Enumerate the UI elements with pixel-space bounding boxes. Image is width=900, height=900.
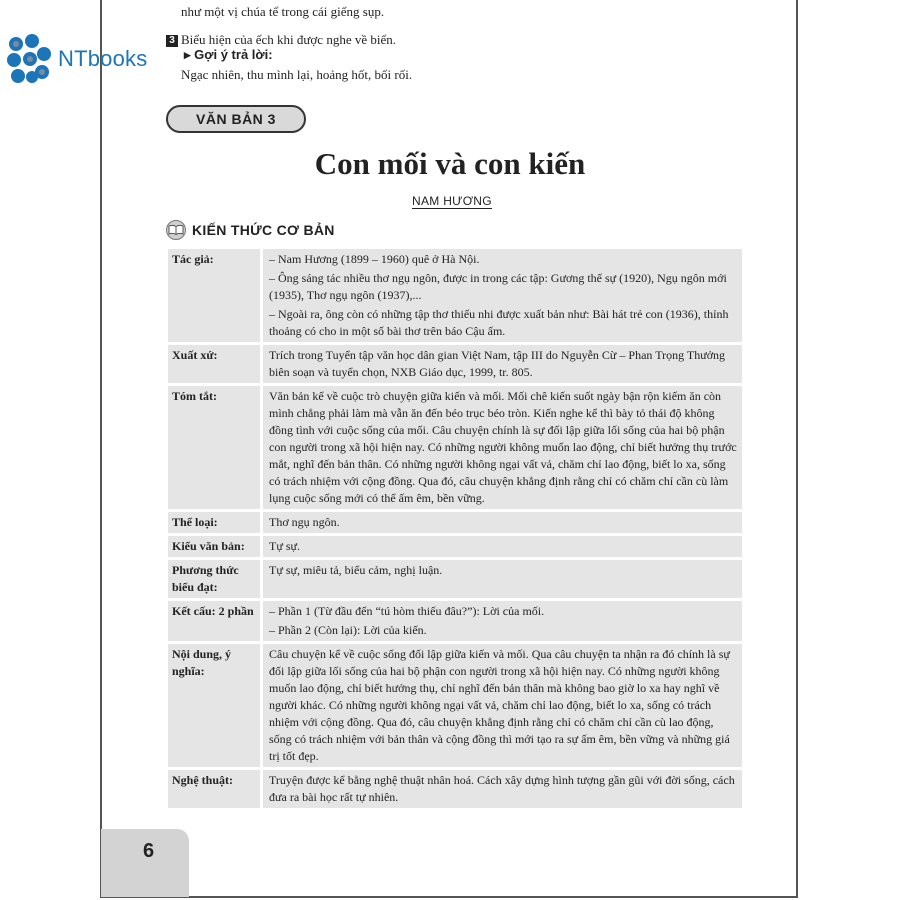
row-value [263,601,742,641]
structure-line: – Phần 1 (Từ đầu đến “tú hòm thiếu đâu?”): Lời của mối. [269,604,545,618]
row-value: Tự sự, miêu tả, biểu cảm, nghị luận. [263,560,742,598]
section-label: KIẾN THỨC CƠ BẢN [192,222,335,238]
row-value: Câu chuyện kể về cuộc sống đối lập giữa kiến và mối. Qua câu chuyện ta nhận ra đó chính là sự đối lập giữa lối sống của hai bộ phận con người trong xã hội hiện nay. Có những người không muốn lao động, chỉ biết hưởng thụ, chỉ nghĩ đến bản thân mà không bao giờ lo xa hay nghĩ về người khác. Có những người không ngại vất vả, chăm chỉ lao động, biết lo xa, sống có trách nhiệm với cộng đồng. Qua đó, câu chuyện khẳng định rằng chỉ có chăm chỉ cần cù lao động, sống có trách nhiệm với bản thân và cộng đồng thì mới tạo ra sự ấm êm, bền vững và những giá trị tốt đẹp. [263,644,742,767]
author-line: – Ông sáng tác nhiều thơ ngụ ngôn, được in trong các tập: Gương thế sự (1920), Ngụ ngôn mới (1935), Thơ ngụ ngôn (1937),... [269,271,727,302]
table-row [168,601,742,641]
brand-logo[interactable] [6,34,147,84]
previous-answer-tail: như một vị chúa tể trong cái giếng sụp. [181,4,385,19]
author-line: – Ngoài ra, ông còn có những tập thơ thiếu nhi được xuất bản như: Bài hát trẻ con (1936), thỉnh thoảng có cho in một số bài thơ trên báo Cậu ấm. [269,307,729,338]
molecule-logo-icon [6,34,54,84]
hint-label: ▸ Gợi ý trả lời: [184,47,273,62]
table-row [168,386,742,509]
row-label: Phương thức biểu đạt: [168,560,263,598]
row-value: Truyện được kể bằng nghệ thuật nhân hoá. Cách xây dựng hình tượng gần gũi với đời sống, cách đưa ra bài học rất tự nhiên. [263,770,742,808]
knowledge-table [168,246,742,811]
table-row [168,345,742,383]
table-row [168,512,742,533]
question-3 [166,31,396,48]
row-label: Thể loại: [168,512,263,533]
row-label: Nội dung, ý nghĩa: [168,644,263,767]
table-row [168,560,742,598]
table-row [168,536,742,557]
structure-line: – Phần 2 (Còn lại): Lời của kiến. [269,623,427,637]
row-value: Văn bản kể về cuộc trò chuyện giữa kiến và mối. Mối chê kiến suốt ngày bận rộn kiếm ăn còn mình chẳng phải làm mà vẫn ăn đến béo trục béo tròn. Kiến nghe kể thì bày tỏ thái độ không đồng tình với cuộc sống của mối. Câu chuyện chính là sự đối lập giữa lối sống của hai bộ phận con người trong xã hội hiện nay. Có những người không muốn lao động, chỉ biết hưởng thụ trước mắt, nghĩ đến bản thân. Có những người không ngại vất vả, chăm chỉ lao động, biết lo xa, sống có trách nhiệm với cộng đồng. Qua đó, câu chuyện khẳng định rằng chỉ có chăm chỉ cần cù làm lụng cuộc sống mới có thể ấm êm, bền vững. [263,386,742,509]
row-label: Nghệ thuật: [168,770,263,808]
author-name: NAM HƯƠNG [412,194,492,208]
text-number-tag: VĂN BẢN 3 [166,105,306,133]
row-value: Trích trong Tuyển tập văn học dân gian Việt Nam, tập III do Nguyễn Cừ – Phan Trọng Thưởng biên soạn và tuyển chọn, NXB Giáo dục, 1999, tr. 805. [263,345,742,383]
author-line: – Nam Hương (1899 – 1960) quê ở Hà Nội. [269,252,480,266]
table-row [168,249,742,342]
book-icon [165,220,187,240]
row-label: Kiểu văn bản: [168,536,263,557]
brand-name: NTbooks [58,46,148,71]
question-text: Biểu hiện của ếch khi được nghe về biển. [181,32,396,47]
row-value: Tự sự. [263,536,742,557]
question-number-badge: 3 [166,35,178,47]
row-label: Tác giả: [168,249,263,342]
row-label: Kết cấu: 2 phần [168,601,263,641]
table-row [168,644,742,767]
table-row [168,770,742,808]
page-title: Con mối và con kiến [314,146,586,181]
row-value [263,249,742,342]
row-label: Xuất xứ: [168,345,263,383]
row-label: Tóm tắt: [168,386,263,509]
answer-text: Ngạc nhiên, thu mình lại, hoảng hốt, bối rối. [181,67,413,82]
section-heading [165,220,335,240]
row-value: Thơ ngụ ngôn. [263,512,742,533]
page-number: 6 [143,840,155,862]
